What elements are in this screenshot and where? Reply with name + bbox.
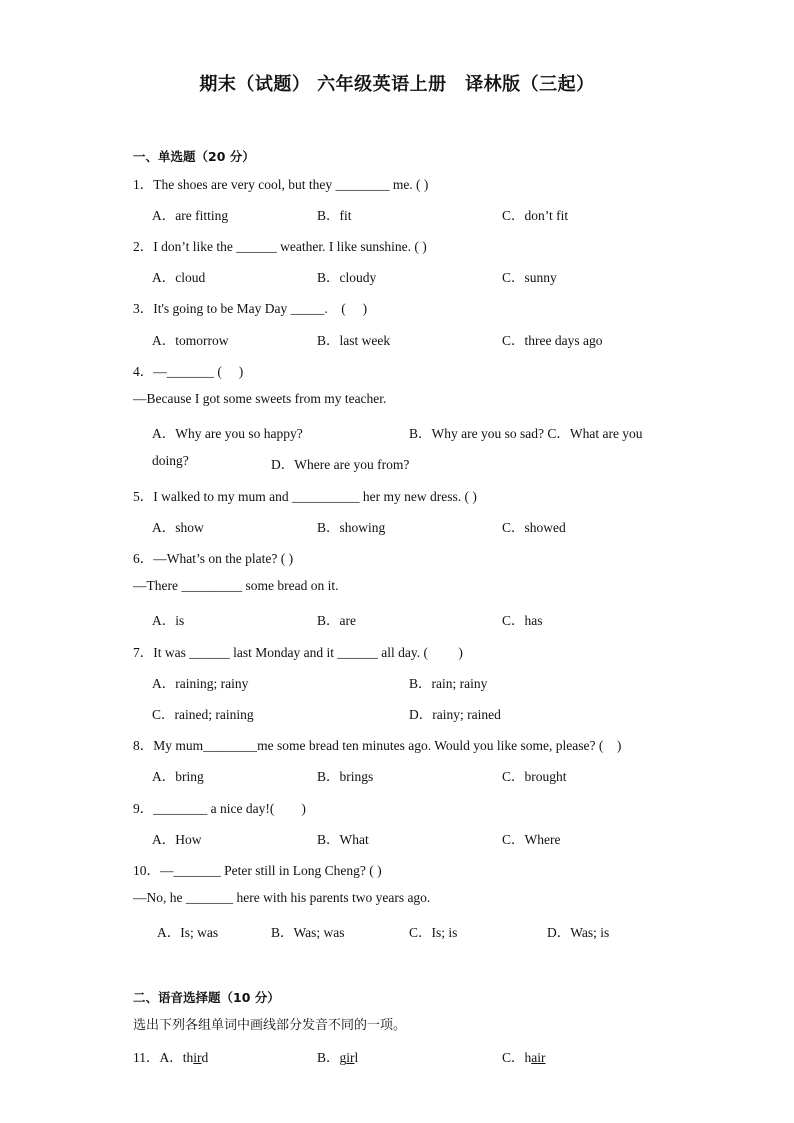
q9-option-c: C．Where	[502, 832, 561, 847]
q7-option-a: A．raining; rainy	[152, 676, 249, 691]
question-1: 1．The shoes are very cool, but they ________ me. ( )	[133, 177, 429, 192]
page-title: 期末（试题） 六年级英语上册 译林版（三起）	[199, 74, 595, 95]
q4-reply: —Because I got some sweets from my teacher.	[133, 391, 387, 406]
q4-option-b-c: B．Why are you so sad? C．What are you	[409, 426, 643, 441]
question-2: 2．I don’t like the ______ weather. I like sunshine. ( )	[133, 239, 427, 254]
q9-option-a: A．How	[152, 832, 202, 847]
q6-reply: —There _________ some bread on it.	[133, 578, 339, 593]
q6-option-b: B．are	[317, 613, 356, 628]
q5-option-c: C．showed	[502, 520, 566, 535]
q4-option-a: A．Why are you so happy?	[152, 426, 303, 441]
question-9: 9．________ a nice day!( )	[133, 801, 306, 816]
section2-instruction: 选出下列各组单词中画线部分发音不同的一项。	[133, 1018, 407, 1033]
q10-option-c: C．Is; is	[409, 925, 458, 940]
question-6: 6．—What’s on the plate? ( )	[133, 551, 294, 566]
q10-option-b: B．Was; was	[271, 925, 345, 940]
q4-option-c-cont: doing?	[152, 453, 189, 468]
q1-option-a: A．are fitting	[152, 208, 229, 223]
q8-option-a: A．bring	[152, 769, 204, 784]
section-heading-single-choice: 一、单选题（20 分）	[133, 149, 255, 164]
q3-option-b: B．last week	[317, 333, 391, 348]
q8-option-c: C．brought	[502, 769, 567, 784]
q2-option-a: A．cloud	[152, 270, 206, 285]
q7-option-b: B．rain; rainy	[409, 676, 488, 691]
q7-option-c: C．rained; raining	[152, 707, 254, 722]
q6-option-a: A．is	[152, 613, 185, 628]
q1-option-b: B．fit	[317, 208, 352, 223]
q1-option-c: C．don’t fit	[502, 208, 569, 223]
question-8: 8．My mum________me some bread ten minutes ago. Would you like some, please? ( )	[133, 738, 622, 753]
q5-option-a: A．show	[152, 520, 204, 535]
question-11-option-b: B．girl	[317, 1050, 359, 1065]
q5-option-b: B．showing	[317, 520, 386, 535]
q4-option-d: D．Where are you from?	[271, 457, 410, 472]
q8-option-b: B．brings	[317, 769, 374, 784]
q2-option-b: B．cloudy	[317, 270, 377, 285]
section-heading-phonetics: 二、语音选择题（10 分）	[133, 990, 280, 1005]
q3-option-c: C．three days ago	[502, 333, 603, 348]
q10-reply: —No, he _______ here with his parents two years ago.	[133, 890, 431, 905]
question-10: 10．—_______ Peter still in Long Cheng? ( )	[133, 863, 382, 878]
q10-option-d: D．Was; is	[547, 925, 610, 940]
q6-option-c: C．has	[502, 613, 543, 628]
q10-option-a: A．Is; was	[157, 925, 219, 940]
question-7: 7．It was ______ last Monday and it ______ all day. ( )	[133, 645, 463, 660]
question-11-option-c: C．hair	[502, 1050, 546, 1065]
question-11-option-a: 11．A．third	[133, 1050, 209, 1065]
q7-option-d: D．rainy; rained	[409, 707, 501, 722]
question-3: 3．It's going to be May Day _____. ( )	[133, 301, 368, 316]
q3-option-a: A．tomorrow	[152, 333, 229, 348]
q2-option-c: C．sunny	[502, 270, 557, 285]
question-5: 5．I walked to my mum and __________ her my new dress. ( )	[133, 489, 477, 504]
q9-option-b: B．What	[317, 832, 369, 847]
question-4: 4．—_______ ( )	[133, 364, 244, 379]
